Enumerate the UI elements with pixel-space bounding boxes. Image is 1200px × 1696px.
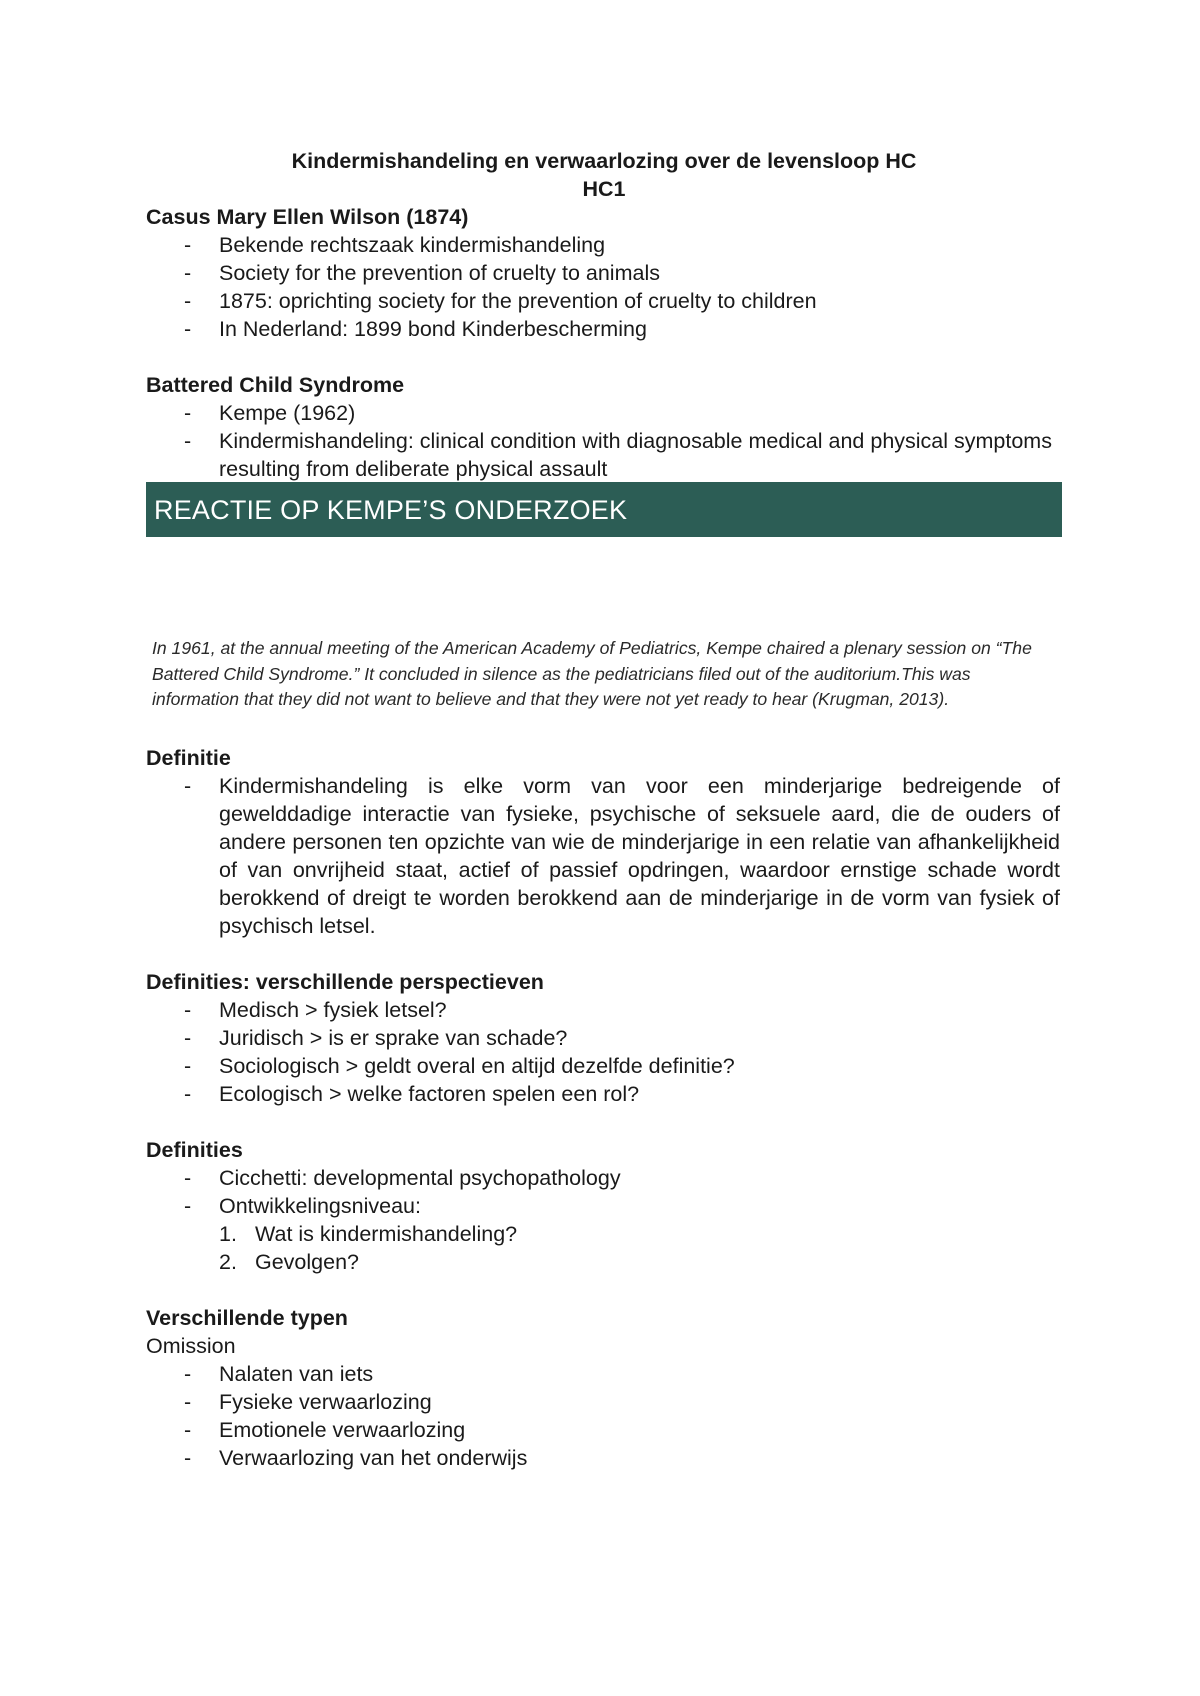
quote-line-1: In 1961, at the annual meeting of the American Academy of Pediatrics, Kempe chaired a plenary session on “The [152,638,1032,658]
title-line-2: HC1 [582,177,626,201]
list-item: - Cicchetti: developmental psychopathology [146,1164,1062,1192]
slide-quote [152,636,1052,713]
section-heading: Casus Mary Ellen Wilson (1874) [146,205,469,229]
list-item: - Society for the prevention of cruelty to animals [146,259,1062,287]
quote-line-2: Battered Child Syndrome.” It concluded in silence as the pediatricians filed out of the auditorium.This was [152,663,971,684]
section-heading: Definitie [146,746,231,770]
list-item: - 1875: oprichting society for the prevention of cruelty to children [146,287,1062,315]
numbered-item [146,1248,1062,1276]
slide-banner [146,482,1062,537]
section-definities [146,1136,1062,1276]
section-heading: Verschillende typen [146,1306,348,1330]
item-number: 2. [219,1250,237,1274]
list-item: - Fysieke verwaarlozing [146,1388,1062,1416]
list-item: - Kindermishandeling is elke vorm van voor een minderjarige bedreigende of gewelddadige interactie van fysieke, psychische of seksuele aard, die de ouders of andere personen ten opzichte van wie de minderjarige in een relatie van afhankelijkheid of van onvrijheid staat, actief of passief opdringen, waardoor ernstige schade wordt berokkend of dreigt te worden berokkend aan de minderjarige in de vorm van fysiek of psychisch letsel. [146,772,1062,940]
numbered-list [146,1220,1062,1276]
list-item: - Kindermishandeling: clinical condition with diagnosable medical and physical symptoms resulting from deliberate physical assault [146,427,1062,483]
bullet-list [146,231,1062,343]
list-item: - Medisch > fysiek letsel? [146,996,1062,1024]
list-item: - Ecologisch > welke factoren spelen een rol? [146,1080,1062,1108]
section-battered-child [146,371,1062,483]
bullet-list [146,399,1062,483]
quote-line-3: information that they did not want to believe and that they were not yet ready to hear (Krugman, 2013). [152,689,950,709]
section-perspectieven [146,968,1062,1108]
section-heading: Definities: verschillende perspectieven [146,970,544,994]
list-item: - Sociologisch > geldt overal en altijd dezelfde definitie? [146,1052,1062,1080]
section-casus [146,203,1062,343]
bullet-list [146,772,1062,940]
section-definitie [146,744,1062,940]
title-line-1: Kindermishandeling en verwaarlozing over de levensloop HC [291,149,917,173]
list-item: - Ontwikkelingsniveau: [146,1192,1062,1220]
bullet-list [146,996,1062,1108]
banner-title: REACTIE OP KEMPE’S ONDERZOEK [154,495,628,525]
item-text: Gevolgen? [255,1250,359,1274]
list-item: - Juridisch > is er sprake van schade? [146,1024,1062,1052]
bullet-list [146,1164,1062,1220]
document-title [146,147,1062,203]
section-subheading: Omission [146,1334,236,1358]
item-text: Wat is kindermishandeling? [255,1222,518,1246]
list-item: - Emotionele verwaarlozing [146,1416,1062,1444]
item-number: 1. [219,1222,237,1246]
list-item: - Verwaarlozing van het onderwijs [146,1444,1062,1472]
bullet-list [146,1360,1062,1472]
list-item: - Nalaten van iets [146,1360,1062,1388]
section-heading: Definities [146,1138,243,1162]
section-typen [146,1304,1062,1472]
section-heading: Battered Child Syndrome [146,373,405,397]
numbered-item [146,1220,1062,1248]
list-item: - In Nederland: 1899 bond Kinderbescherming [146,315,1062,343]
list-item: - Kempe (1962) [146,399,1062,427]
list-item: - Bekende rechtszaak kindermishandeling [146,231,1062,259]
